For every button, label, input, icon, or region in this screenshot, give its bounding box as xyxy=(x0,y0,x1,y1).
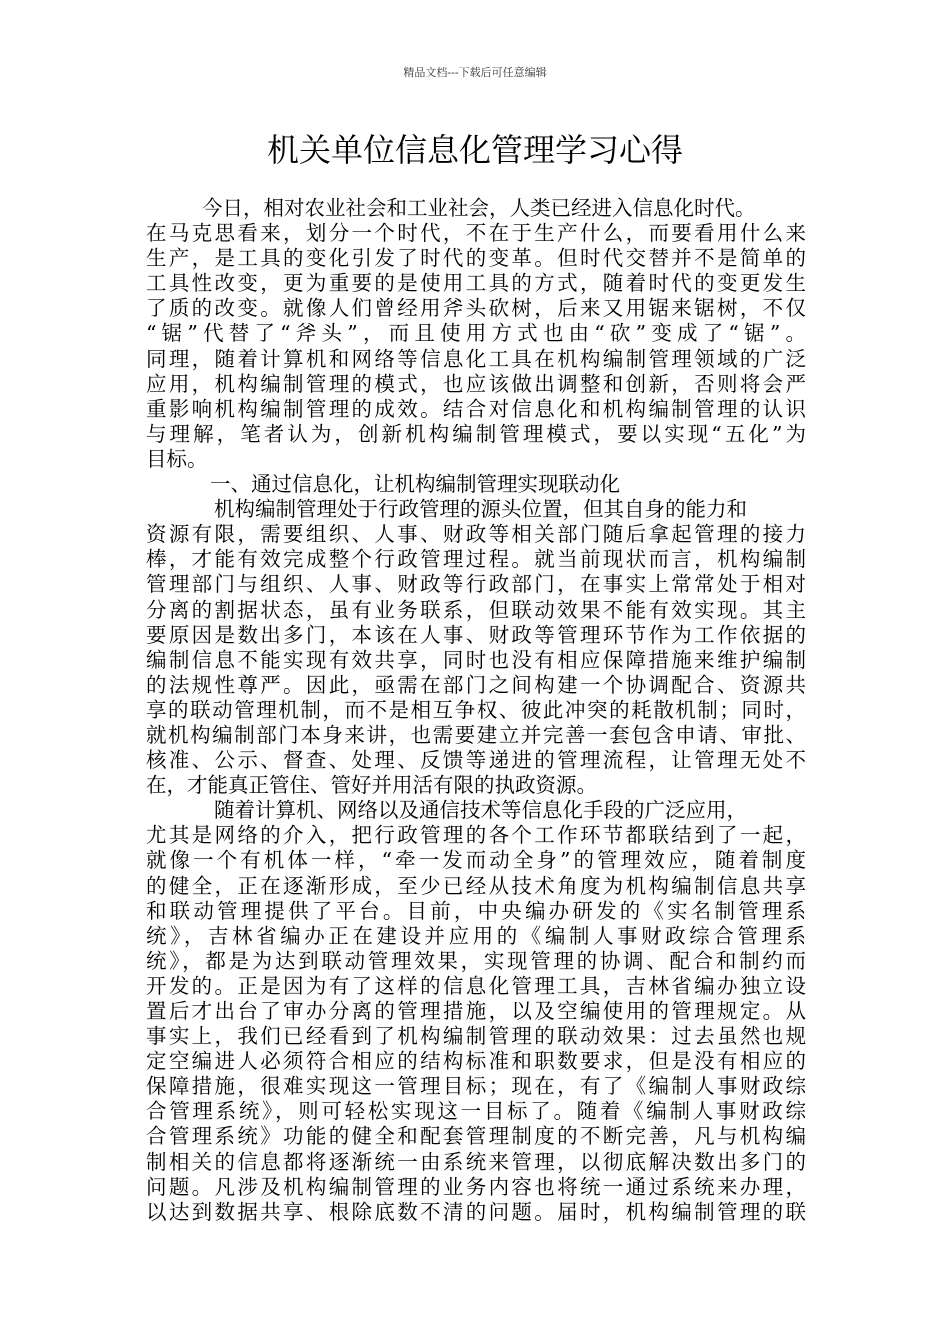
body-line: 统》，吉林省编办正在建设并应用的《编制人事财政综合管理系 xyxy=(146,923,806,948)
body-line: 管理部门与组织、人事、财政等行政部门，在事实上常常处于相对 xyxy=(146,572,806,597)
body-line: 定空编进人必须符合相应的结构标准和职数要求，但是没有相应的 xyxy=(146,1049,806,1074)
body-line: 在马克思看来，划分一个时代，不在于生产什么，而要看用什么来 xyxy=(146,221,806,246)
body-line: 与理解，笔者认为，创新机构编制管理模式，要以实现“五化”为 xyxy=(146,421,806,446)
body-line: 了质的改变。就像人们曾经用斧头砍树，后来又用锯来锯树，不仅 xyxy=(146,296,806,321)
body-line: 事实上，我们已经看到了机构编制管理的联动效果：过去虽然也规 xyxy=(146,1024,806,1049)
body-line: 重影响机构编制管理的成效。结合对信息化和机构编制管理的认识 xyxy=(146,396,806,421)
body-line: 和联动管理提供了平台。目前，中央编办研发的《实名制管理系 xyxy=(146,898,806,923)
body-line: 核准、公示、督查、处理、反馈等递进的管理流程，让管理无处不 xyxy=(146,748,806,773)
body-line: 工具性改变，更为重要的是使用工具的方式，随着时代的变更发生 xyxy=(146,271,806,296)
body-line: 应用，机构编制管理的模式，也应该做出调整和创新，否则将会严 xyxy=(146,371,806,396)
body-line: 的健全，正在逐渐形成，至少已经从技术角度为机构编制信息共享 xyxy=(146,873,806,898)
header-note: 精品文档---下载后可任意编辑 xyxy=(403,66,547,79)
body-line: 开发的。正是因为有了这样的信息化管理工具，吉林省编办独立设 xyxy=(146,973,806,998)
body-line: 就机构编制部门本身来讲，也需要建立并完善一套包含申请、审批、 xyxy=(146,722,806,747)
body-line: 编制信息不能实现有效共享，同时也没有相应保障措施来维护编制 xyxy=(146,647,806,672)
body-line: 问题。凡涉及机构编制管理的业务内容也将统一通过系统来办理， xyxy=(146,1174,806,1199)
body-line: 要原因是数出多门，本该在人事、财政等管理环节作为工作依据的 xyxy=(146,622,806,647)
body-line: 机构编制管理处于行政管理的源头位置，但其自身的能力和 xyxy=(214,497,747,522)
body-line: 尤其是网络的介入，把行政管理的各个工作环节都联结到了一起， xyxy=(146,823,806,848)
body-line: 随着计算机、网络以及通信技术等信息化手段的广泛应用， xyxy=(214,798,747,823)
body-line: 目标。 xyxy=(146,446,208,471)
body-line: 同理，随着计算机和网络等信息化工具在机构编制管理领域的广泛 xyxy=(146,346,806,371)
document-title: 机关单位信息化管理学习心得 xyxy=(266,131,683,169)
body-line: 合管理系统》，则可轻松实现这一目标了。随着《编制人事财政综 xyxy=(146,1099,806,1124)
body-line: 置后才出台了审办分离的管理措施，以及空编使用的管理规定。从 xyxy=(146,999,806,1023)
body-line: 统》，都是为达到联动管理效果，实现管理的协调、配合和制约而 xyxy=(146,948,806,973)
body-line: “锯”代替了“斧头”，而且使用方式也由“砍”变成了“锯”。 xyxy=(146,321,806,346)
body-line: 享的联动管理机制，而不是相互争权、彼此冲突的耗散机制；同时， xyxy=(146,697,806,722)
body-line: 的法规性尊严。因此，亟需在部门之间构建一个协调配合、资源共 xyxy=(146,672,806,697)
section-heading: 一、通过信息化，让机构编制管理实现联动化 xyxy=(210,472,620,497)
body-line: 制相关的信息都将逐渐统一由系统来管理，以彻底解决数出多门的 xyxy=(146,1149,806,1174)
document-body xyxy=(146,196,806,1225)
body-line: 棒，才能有效完成整个行政管理过程。就当前现状而言，机构编制 xyxy=(146,547,806,572)
body-line: 今日，相对农业社会和工业社会，人类已经进入信息化时代。 xyxy=(202,196,756,220)
body-line: 分离的割据状态，虽有业务联系，但联动效果不能有效实现。其主 xyxy=(146,597,806,622)
body-line: 就像一个有机体一样，“牵一发而动全身”的管理效应，随着制度 xyxy=(146,848,806,873)
body-line: 在，才能真正管住、管好并用活有限的执政资源。 xyxy=(146,773,597,798)
body-line: 以达到数据共享、根除底数不清的问题。届时，机构编制管理的联 xyxy=(146,1199,806,1224)
body-line: 资源有限，需要组织、人事、财政等相关部门随后拿起管理的接力 xyxy=(146,522,806,547)
body-line: 保障措施，很难实现这一管理目标；现在，有了《编制人事财政综 xyxy=(146,1074,806,1099)
body-line: 生产，是工具的变化引发了时代的变革。但时代交替并不是简单的 xyxy=(146,246,806,271)
body-line: 合管理系统》功能的健全和配套管理制度的不断完善，凡与机构编 xyxy=(146,1124,806,1149)
